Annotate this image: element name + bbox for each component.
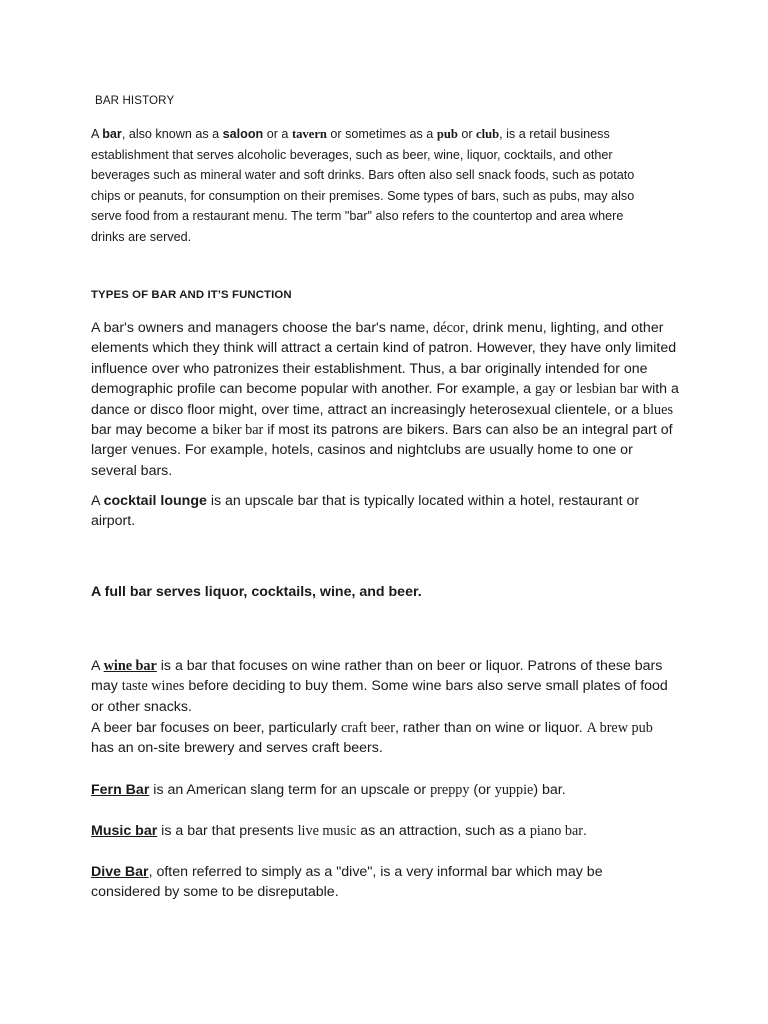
paragraph-dive-bar [91,862,651,903]
text-run: or a [263,127,292,141]
text-run: or [457,127,477,141]
statement-full-bar [91,584,691,600]
term-piano-bar: piano bar [529,823,584,839]
text-run: has an on-site brewery and serves craft beers. [91,740,383,757]
term-wine-bar: wine bar [103,658,157,674]
term-saloon: saloon [222,127,264,141]
term-dive-bar: Dive Bar [91,864,149,880]
paragraph-cocktail-lounge [91,491,681,532]
text-run: or [555,381,577,398]
section-title-types [91,289,691,301]
term-preppy: preppy [430,782,470,798]
term-club: club [476,127,500,141]
paragraph-wine-bar [91,656,671,717]
text-run: A [91,127,103,141]
term-cocktail-lounge: cocktail lounge [103,493,207,509]
paragraph-fern-bar [91,780,681,800]
term-craft-beer: craft beer [341,720,395,736]
term-biker-bar: biker bar [212,422,264,439]
paragraph-beer-bar [91,718,671,759]
term-lesbian-bar: lesbian bar [576,381,638,398]
text-run: with a dance or disco floor might, over time, attract an increasingly heterosexual clientele, or a [91,381,679,418]
text-run: , often referred to simply as a "dive", is a very informal bar which may be considered by some to be disreputable. [91,864,603,901]
text-run: as an attraction, such as a [356,823,530,839]
text-run: , also known as a [121,127,223,141]
title-text: TYPES OF BAR AND IT’S FUNCTION [91,289,292,301]
term-pub: pub [436,127,458,141]
term-fern-bar: Fern Bar [91,782,150,798]
term-brew-pub: A brew pub [586,720,653,736]
text-run: , drink menu, lighting, and other elements which they think will attract a certain kind of patron. However, they have only limited influence over who patronizes their establishment. Thus, a bar originally intended for one demographic profile can become popular with another. For example, a [91,320,677,398]
text-run: A full bar serves liquor, cocktails, wine, and beer. [91,584,422,600]
paragraph-music-bar [91,821,681,841]
text-run: . [583,823,587,839]
term-tavern: tavern [291,127,327,141]
term-blues: blues [643,401,673,418]
text-run: , is a retail business establishment that serves alcoholic beverages, such as beer, wine, liquor, cocktails, and other beverages such as mineral water and soft drinks. Bars often also sell snack foods, such as potato chips or peanuts, for consumption on their premises. Some types of bars, such as pubs, may also serve food from a restaurant menu. The term "bar" also refers to the countertop and area where drinks are served. [91,127,635,244]
paragraph-types-1 [91,318,681,481]
paragraph-bar-intro [91,124,657,248]
text-run: bar may become a [91,422,213,439]
text-run: before deciding to buy them. Some wine bars also serve small plates of food or other snacks. [91,678,668,715]
text-run: if most its patrons are bikers. Bars can also be an integral part of larger venues. For example, hotels, casinos and nightclubs are usually home to one or several bars. [91,422,673,479]
section-title-bar-history [95,94,695,107]
term-bar: bar [102,127,122,141]
term-decor: décor [433,320,465,336]
text-run: is an upscale bar that is typically located within a hotel, restaurant or airport. [91,493,640,530]
text-run: A bar's owners and managers choose the bar's name, [91,320,434,336]
term-yuppie: yuppie [494,782,534,798]
text-run: is an American slang term for an upscale or [149,782,431,798]
text-run: , rather than on wine or liquor. [394,720,587,736]
title-text: BAR HISTORY [95,94,175,107]
text-run: is a bar that presents [157,823,298,839]
text-run: A beer bar focuses on beer, particularly [91,720,341,736]
text-run: is a bar that focuses on wine rather than on beer or liquor. Patrons of these bars may [91,658,663,695]
text-run: A [91,493,104,509]
term-taste-wines: taste wines [121,678,185,695]
term-live-music: live music [297,823,357,839]
text-run: (or [469,782,495,798]
term-music-bar: Music bar [91,823,158,839]
text-run: or sometimes as a [326,127,437,141]
text-run: ) bar. [533,782,566,798]
text-run: A [91,658,104,674]
term-gay: gay [535,381,556,398]
